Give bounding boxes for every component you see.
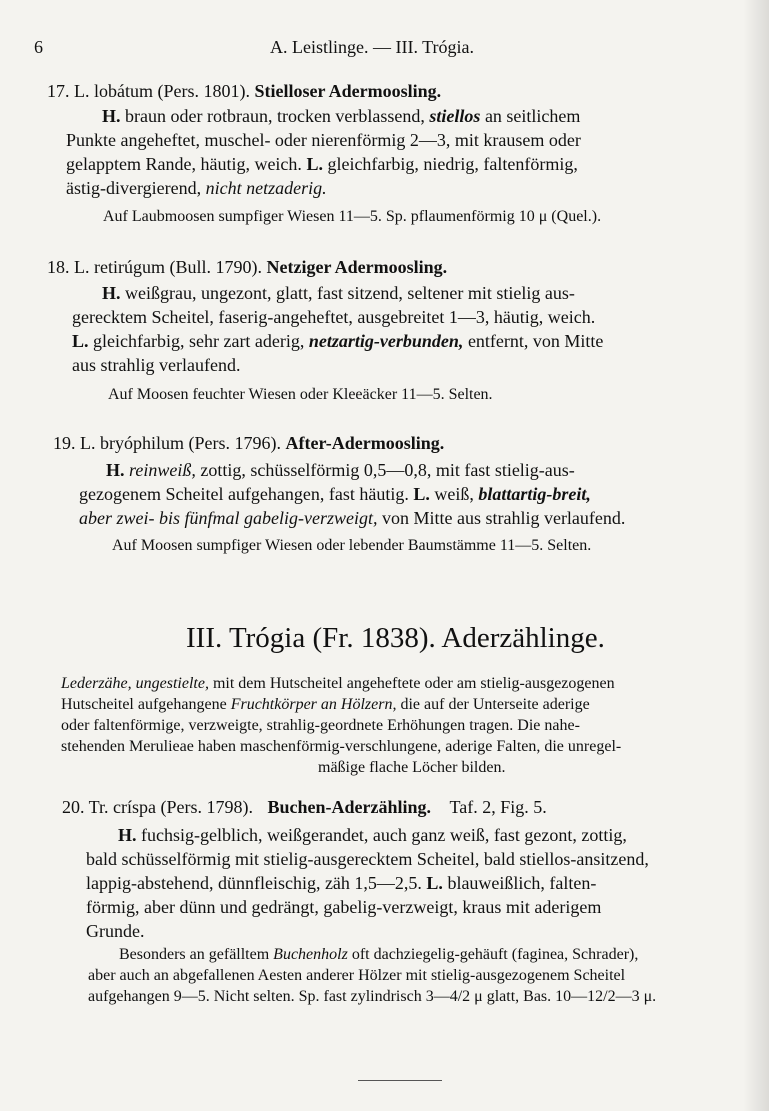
emphasis: reinweiß, [129,460,196,480]
emphasis: Lederzähe, ungestielte, [61,675,209,692]
emphasis: blattartig-breit, [478,484,591,504]
emphasis: netzartig-verbunden, [308,331,464,351]
species-20-habitat-line: aber auch an abgefallenen Aesten anderer Hölzer mit stielig-ausgezogenem Scheitel [88,967,626,984]
species-20-habitat-line: aufgehangen 9—5. Nicht selten. Sp. fast zylindrisch 3—4/2 μ glatt, Bas. 10—12/2—3 μ. [88,988,657,1005]
section-title: III. Trógia (Fr. 1838). Aderzählinge. [186,622,605,654]
species-19-line [106,459,575,481]
lamellae-abbrev: L. [426,873,443,893]
species-20-line [86,872,596,894]
species-20-name: Buchen-Aderzähling. [267,797,432,817]
species-17-line [102,105,580,127]
section-description-line [61,694,590,716]
species-17-line [66,153,578,175]
species-17-number: 17. L. lobátum (Pers. 1801). [47,81,250,101]
species-18-line [72,330,603,352]
species-19-number: 19. L. bryóphilum (Pers. 1796). [53,433,281,453]
text-run: mit dem Hutscheitel angeheftete oder am stielig-ausgezogenen [208,675,615,692]
text-run: zottig, schüsselförmig 0,5—0,8, mit fast stielig-aus- [195,460,575,480]
text-run: Besonders an gefälltem [119,946,274,963]
species-20-line: bald schüsselförmig mit stielig-ausgerecktem Scheitel, bald stiellos-ansitzend, [86,849,649,869]
section-description-line: mäßige flache Löcher bilden. [318,759,506,776]
species-18-line: aus strahlig verlaufend. [72,355,241,375]
species-17-line [66,177,327,199]
text-run: gelapptem Rande, häutig, weich. [66,154,307,174]
lamellae-abbrev: L. [413,484,430,504]
species-19-name: After-Adermoosling. [285,433,445,453]
section-description-line: oder faltenförmige, verzweigte, strahlig-geordnete Erhöhungen tragen. Die nahe- [61,717,580,734]
section-description-line: stehenden Merulieae haben maschenförmig-verschlungene, aderige Falten, die unregel- [61,738,622,755]
emphasis: Buchenholz [273,946,348,963]
species-19-line [79,507,625,529]
emphasis: Fruchtkörper an Hölzern, [230,696,397,713]
page-edge-shadow [743,0,769,1111]
emphasis: aber zwei- bis fünfmal gabelig-verzweigt, [79,508,378,528]
species-18-heading [47,256,447,278]
hut-abbrev: H. [106,460,125,480]
species-18-number: 18. L. retirúgum (Bull. 1790). [47,257,262,277]
lamellae-abbrev: L. [72,331,89,351]
page-number: 6 [34,37,43,57]
lamellae-abbrev: L. [306,154,323,174]
text-run: oft dachziegelig-gehäuft (faginea, Schrader), [347,946,639,963]
text-run: entfernt, von Mitte [463,331,604,351]
text-run: Hutscheitel aufgehangene [61,696,231,713]
text-run: weißgrau, ungezont, glatt, fast sitzend, seltener mit stielig aus- [120,283,575,303]
running-title: A. Leistlinge. — III. Trógia. [270,37,474,57]
species-19-habitat: Auf Moosen sumpfiger Wiesen oder lebender Baumstämme 11—5. Selten. [112,537,592,554]
species-20-habitat-line [119,944,638,966]
hut-abbrev: H. [102,283,121,303]
species-19-line [79,483,591,505]
hut-abbrev: H. [102,106,121,126]
text-run: an seitlichem [480,106,581,126]
text-run: von Mitte aus strahlig verlaufend. [377,508,626,528]
text-run: gleichfarbig, sehr zart aderig, [88,331,309,351]
text-run: weiß, [429,484,479,504]
text-run: fuchsig-gelblich, weißgerandet, auch ganz weiß, fast gezont, zottig, [136,825,627,845]
species-20-number: 20. Tr. críspa (Pers. 1798). [62,797,254,817]
species-20-line: förmig, aber dünn und gedrängt, gabelig-verzweigt, kraus mit aderigem [86,897,602,917]
species-20-heading [62,796,547,818]
species-18-line: gerecktem Scheitel, faserig-angeheftet, ausgebreitet 1—3, häutig, weich. [72,307,596,327]
text-run: gezogenem Scheitel aufgehangen, fast häutig. [79,484,414,504]
text-run: die auf der Unterseite aderige [396,696,590,713]
species-17-name: Stielloser Adermoosling. [254,81,442,101]
text-run: ästig-divergierend, [66,178,206,198]
footer-rule [358,1080,442,1081]
species-20-line [118,824,627,846]
species-19-heading [53,432,444,454]
text-run: blauweißlich, falten- [442,873,597,893]
text-run: lappig-abstehend, dünnfleischig, zäh 1,5—2,5. [86,873,427,893]
species-17-habitat: Auf Laubmoosen sumpfiger Wiesen 11—5. Sp. pflaumenförmig 10 μ (Quel.). [103,208,602,225]
species-17-heading [47,80,441,102]
species-17-line: Punkte angeheftet, muschel- oder nierenförmig 2—3, mit krausem oder [66,130,581,150]
species-18-line [102,282,575,304]
species-18-habitat: Auf Moosen feuchter Wiesen oder Kleeäcker 11—5. Selten. [108,386,493,403]
species-20-line: Grunde. [86,921,145,941]
emphasis: stiellos [429,106,481,126]
text-run: braun oder rotbraun, trocken verblassend, [120,106,430,126]
text-run: gleichfarbig, niedrig, faltenförmig, [322,154,578,174]
emphasis: nicht netzaderig. [205,178,327,198]
species-18-name: Netziger Adermoosling. [266,257,448,277]
section-description-line [61,673,615,695]
hut-abbrev: H. [118,825,137,845]
species-20-plate: Taf. 2, Fig. 5. [449,797,547,817]
